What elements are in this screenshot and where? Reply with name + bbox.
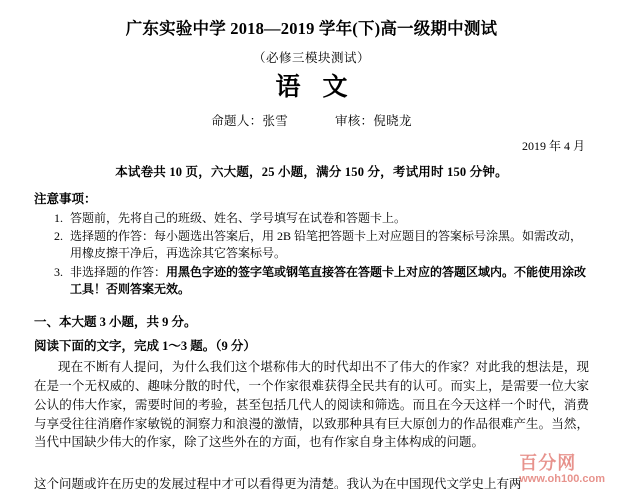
notice-text-1: 答题前，先将自己的班级、姓名、学号填写在试卷和答题卡上。 [70, 210, 407, 225]
notice-heading: 注意事项： [34, 191, 97, 206]
body-paragraph-clipped: 这个问题或许在历史的发展过程中才可以看得更为清楚。我认为在中国现代文学史上有两 [34, 477, 522, 489]
body-paragraph: 现在不断有人提问，为什么我们这个堪称伟大的时代却出不了伟大的作家？对此我的想法是，现在是一个无权威的、趣味分散的时代，一个作家很难获得全民共有的认可。而实上，是需要一位大家公认的伟大作家，需要时间的考验，甚至包括几代人的阅读和筛选。而且在今天这样一个时代，消费与享受往往消磨作家敏锐的洞察力和浪漫的激情，以致那种具有巨大原创力的作品很难产生。当然，当代中国缺少伟大的作家，除了这些外在的方面，也有作家自身主体构成的问题。 [34, 360, 589, 450]
notice-text-3: 非选择题的作答： [70, 264, 167, 279]
list-item [66, 228, 589, 263]
notice-text-2: 选择题的作答：每小题选出答案后，用 2B 铅笔把答题卡上对应题目的答案标号涂黑。如需改动，用橡皮擦干净后，再选涂其它答案标号。 [70, 228, 583, 261]
list-item [66, 264, 589, 299]
section-subheading: 阅读下面的文字，完成 1～3 题。（9 分） [34, 339, 256, 354]
notice-list [34, 210, 589, 299]
page-title: 广东实验中学 2018—2019 学年(下)高一级期中测试 [125, 19, 498, 38]
date-line: 2019 年 4 月 [521, 138, 585, 153]
list-item [66, 210, 589, 227]
byline [34, 111, 589, 129]
notice-text-3-bold: 用黑色字迹的签字笔或钢笔直接答在答题卡上对应的答题区域内。不能使用涂改工具！否则答案无效。 [70, 264, 587, 297]
reviewer-label: 审核：倪晓龙 [334, 113, 412, 128]
section-heading: 一、本大题 3 小题，共 9 分。 [34, 315, 197, 330]
watermark-text: 百分网 [519, 453, 577, 473]
document-subtitle: （必修三模块测试） [252, 51, 370, 66]
setter-label: 命题人：张雪 [211, 113, 289, 128]
subject-heading: 语文 [275, 74, 370, 102]
watermark-url: www.oh100.com [519, 473, 605, 485]
exam-info: 本试卷共 10 页，六大题，25 小题，满分 150 分，考试用时 150 分钟。 [115, 164, 508, 179]
